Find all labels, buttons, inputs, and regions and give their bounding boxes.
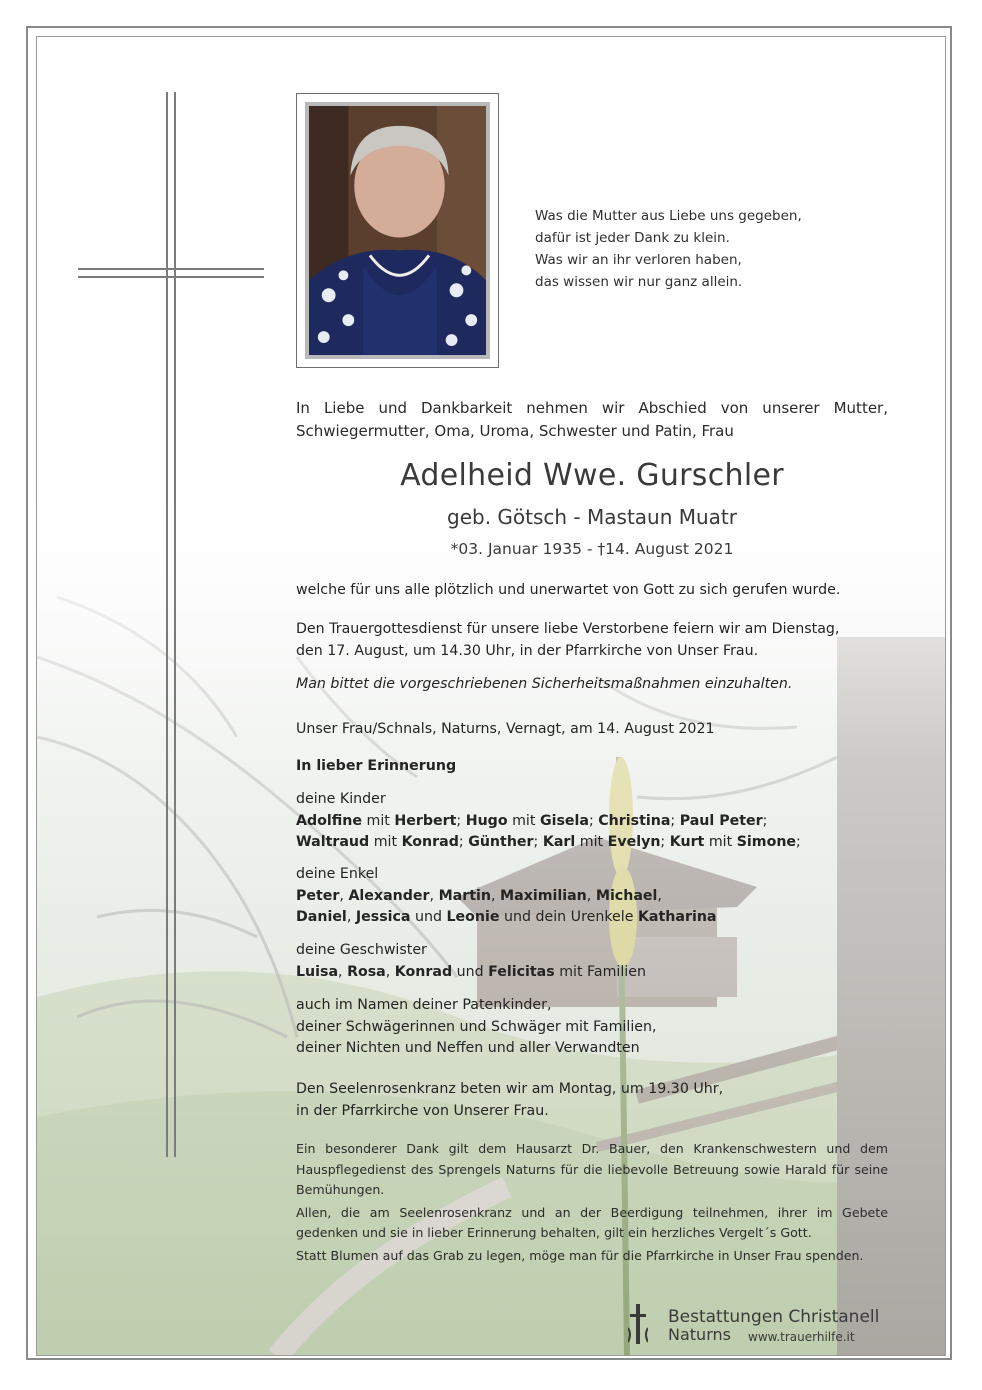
relative-name: Daniel <box>296 909 347 926</box>
relative-name: Karl <box>542 834 576 851</box>
relative-name: Leonie <box>446 909 500 926</box>
relative-name: Peter <box>296 887 340 904</box>
intro-text: In Liebe und Dankbarkeit nehmen wir Abschied von unserer Mutter, Schwiegermutter, Oma, Uroma, Schwester und Patin, Frau <box>296 399 888 440</box>
grandchildren-section <box>296 864 896 929</box>
service-info <box>296 619 896 662</box>
funeral-home-website: www.trauerhilfe.it <box>748 1330 855 1344</box>
relative-name: Günther <box>468 834 534 851</box>
grandchildren-line-1: Peter, Alexander, Martin, Maximilian, Michael, <box>296 887 662 904</box>
memory-heading <box>296 756 896 778</box>
relative-name: Luisa <box>296 963 339 980</box>
also-in-name-section <box>296 995 896 1060</box>
cross-horizontal-bar <box>78 268 264 278</box>
siblings-section <box>296 940 896 983</box>
portrait-image <box>309 106 486 355</box>
safety-note-line: Man bittet die vorgeschriebenen Sicherheitsmaßnahmen einzuhalten. <box>296 676 793 692</box>
service-line: den 17. August, um 14.30 Uhr, in der Pfarrkirche von Unser Frau. <box>296 642 759 659</box>
grandchildren-line-2: Daniel, Jessica und Leonie und dein Urenkele Katharina <box>296 909 717 926</box>
relative-name: Kurt <box>669 834 705 851</box>
relative-name: Simone <box>736 834 797 851</box>
birth-name: geb. Götsch - Mastaun Muatr <box>447 505 737 529</box>
cross-vertical-bar <box>166 92 176 1157</box>
called-home-line: welche für uns alle plötzlich und unerwartet von Gott zu sich gerufen wurde. <box>296 582 841 598</box>
relative-name: Martin <box>438 887 491 904</box>
children-line-1: Adolfine mit Herbert; Hugo mit Gisela; Christina; Paul Peter; <box>296 812 768 829</box>
children-label: deine Kinder <box>296 791 386 807</box>
poem-line: das wissen wir nur ganz allein. <box>535 274 743 290</box>
rosary-line: in der Pfarrkirche von Unserer Frau. <box>296 1102 549 1119</box>
relative-name: Alexander <box>348 887 430 904</box>
place-date-line: Unser Frau/Schnals, Naturns, Vernagt, am 14. August 2021 <box>296 721 715 737</box>
place-date <box>296 719 896 741</box>
life-dates: *03. Januar 1935 - †14. August 2021 <box>450 540 734 558</box>
relative-name: Jessica <box>355 909 411 926</box>
memory-heading-text: In lieber Erinnerung <box>296 758 457 774</box>
deceased-name: Adelheid Wwe. Gurschler <box>400 458 784 493</box>
relative-name: Rosa <box>347 963 386 980</box>
thanks-paragraph-2: Allen, die am Seelenrosenkranz und an der Beerdigung teilnehmen, ihrer im Gebete gedenken und sie in lieber Erinnerung behalten, gilt ein herzliches Vergelt´s Gott. <box>296 1204 888 1240</box>
called-home-text <box>296 580 896 602</box>
siblings-line-1: Luisa, Rosa, Konrad und Felicitas mit Familien <box>296 963 646 980</box>
relative-name: Waltraud <box>296 834 370 851</box>
funeral-home-name: Bestattungen Christanell <box>668 1307 880 1327</box>
memorial-poem <box>535 205 855 293</box>
poem-line: Was wir an ihr verloren haben, <box>535 252 742 268</box>
relative-name: Gisela <box>539 812 589 829</box>
relative-name: Herbert <box>394 812 457 829</box>
funeral-home-logo-icon <box>628 1304 648 1344</box>
poem-line: dafür ist jeder Dank zu klein. <box>535 230 730 246</box>
safety-note <box>296 674 896 696</box>
relative-name: Paul Peter <box>679 812 763 829</box>
service-line: Den Trauergottesdienst für unsere liebe Verstorbene feiern wir am Dienstag, <box>296 621 840 637</box>
relative-name: Hugo <box>465 812 508 829</box>
funeral-home-town: Naturns <box>668 1325 731 1344</box>
flowers-note: Statt Blumen auf das Grab zu legen, möge man für die Pfarrkirche in Unser Frau spenden. <box>296 1247 864 1263</box>
thanks-section <box>296 1139 888 1266</box>
rosary-line: Den Seelenrosenkranz beten wir am Montag, um 19.30 Uhr, <box>296 1081 724 1097</box>
thanks-paragraph-1: Ein besonderer Dank gilt dem Hausarzt Dr. Bauer, den Krankenschwestern und dem Hauspflegedienst des Sprengels Naturns für die liebevolle Betreuung sowie Harald für seine Bemühungen. <box>296 1141 888 1197</box>
relative-name: Konrad <box>394 963 453 980</box>
grandchildren-label: deine Enkel <box>296 866 379 882</box>
children-line-2: Waltraud mit Konrad; Günther; Karl mit Evelyn; Kurt mit Simone; <box>296 834 801 851</box>
relative-name: Maximilian <box>500 887 587 904</box>
also-in-name-line: deiner Schwägerinnen und Schwäger mit Familien, <box>296 1018 657 1035</box>
rosary-info <box>296 1079 896 1122</box>
relative-name: Konrad <box>401 834 459 851</box>
relative-name: Felicitas <box>488 963 555 980</box>
portrait-photo <box>296 93 499 368</box>
relative-name: Adolfine <box>296 812 362 829</box>
relative-name: Christina <box>598 812 671 829</box>
also-in-name-line: auch im Namen deiner Patenkinder, <box>296 997 552 1013</box>
siblings-label: deine Geschwister <box>296 942 427 958</box>
children-section <box>296 789 896 854</box>
relative-name: Michael <box>595 887 658 904</box>
relative-name: Evelyn <box>607 834 661 851</box>
relative-name: Katharina <box>637 909 717 926</box>
poem-line: Was die Mutter aus Liebe uns gegeben, <box>535 208 802 224</box>
also-in-name-line: deiner Nichten und Neffen und aller Verwandten <box>296 1040 640 1057</box>
